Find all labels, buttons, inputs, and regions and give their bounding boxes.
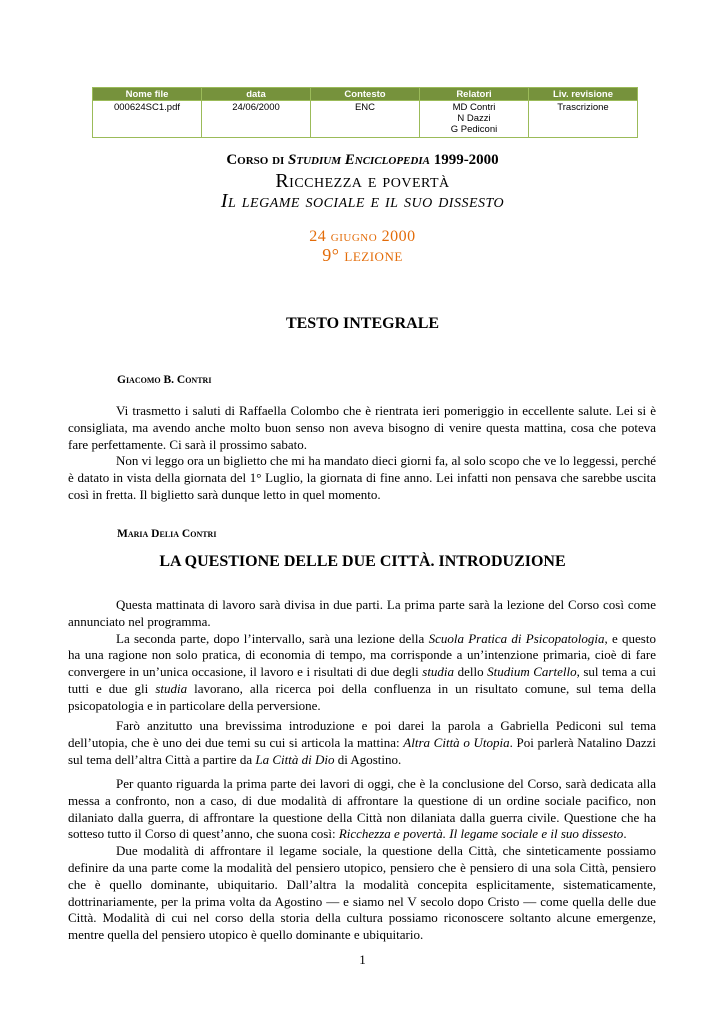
speaker-name-heading: Maria Delia Contri <box>117 528 217 540</box>
cell-file: 000624SC1.pdf <box>93 101 202 138</box>
paragraph: Questa mattinata di lavoro sarà divisa in due parti. La prima parte sarà la lezione del Corso così come annunciato nel programma. <box>68 597 656 629</box>
paragraph: Per quanto riguarda la prima parte dei lavori di oggi, che è la conclusione del Corso, sarà dedicata alla messa a confronto, non a caso, di due modalità di affrontare la questione di un ordine sociale pacifico, non dilaniato dalla guerra, di affrontare la questione della Città non dilaniata dalla guerra civile. Questione che ha sotteso tutto il Corso di quest’anno, che suona così: Ricchezza e povertà. Il legame sociale e il suo dissesto. <box>68 776 656 842</box>
speaker-name: MD Contri <box>452 102 496 113</box>
cell-revision: Trascrizione <box>529 101 638 138</box>
speaker-name: G Pediconi <box>450 124 498 135</box>
speaker-name-heading: Giacomo B. Contri <box>117 374 212 386</box>
section-text-3 <box>68 776 656 944</box>
title-line-2: Il legame sociale e il suo dissesto <box>220 190 505 212</box>
section-intro-text <box>68 597 656 715</box>
col-header-file: Nome file <box>93 88 202 101</box>
col-header-context: Contesto <box>311 88 420 101</box>
paragraph: La seconda parte, dopo l’intervallo, sarà una lezione della Scuola Pratica di Psicopatologia, e questo ha una ragione non solo pratica, di economia di tempo, ma corrisponde a un’intenzione primaria, cioè di fare convergere in un’unica occasione, il lavoro e i risultati di due degli studia dello Studium Cartello, sul tema a cui tutti e due gli studia lavorano, alla ricerca poi della confluenza in un risultato comune, sul tema della psicopatologia e in particolare della perversione. <box>68 630 656 713</box>
course-line <box>0 152 725 169</box>
date-line: 24 giugno 2000 <box>309 228 416 245</box>
col-header-speakers: Relatori <box>420 88 529 101</box>
section-title: LA QUESTIONE DELLE DUE CITTÀ. INTRODUZIONE <box>159 553 566 570</box>
course-name: Studium Enciclopedia <box>288 152 430 168</box>
course-prefix: Corso di <box>226 152 285 168</box>
metadata-row <box>93 101 638 138</box>
paragraph: Non vi leggo ora un biglietto che mi ha mandato dieci giorni fa, al solo scopo che ve lo leggessi, perché è datato in vista della giornata del 1° Luglio, la giornata di fine anno. Lei infatti non pensava che sarebbe uscita così in fretta. Il biglietto sarà dunque letto in quel momento. <box>68 453 656 502</box>
cell-context: ENC <box>311 101 420 138</box>
title-line-1: Ricchezza e povertà <box>275 170 450 192</box>
paragraph: Due modalità di affrontare il legame sociale, la questione della Città, che sinteticamente possiamo definire da una parte come la modalità del pensiero utopico, pensiero che è pensiero di una sola Città, pensiero che è quello dominante, ubiquitario. Dall’altra la modalità concepita esplicitamente, sistematicamente, dottrinariamente, per la prima volta da Agostino — e siamo nel V secolo dopo Cristo — come quella delle due Città. Modalità di cui nel corso della storia della cultura possiamo riconoscere soltanto alcune emergenze, mentre quella del pensiero utopico è quello dominante e ubiquitario. <box>68 843 656 943</box>
metadata-header-row <box>93 88 638 101</box>
cell-speakers <box>420 101 529 138</box>
testo-heading: TESTO INTEGRALE <box>285 315 440 332</box>
speaker1-text <box>68 403 656 504</box>
page-number: 1 <box>359 952 366 967</box>
col-header-revision: Liv. revisione <box>529 88 638 101</box>
paragraph: Vi trasmetto i saluti di Raffaella Colombo che è rientrata ieri pomeriggio in eccellente salute. Lei si è consigliata, ma avendo anche molto buon senso non aveva bisogno di venire questa mattina, cosa che poteva fare perfettamente. Ci sarà il prossimo sabato. <box>68 403 656 452</box>
section-text-2 <box>68 718 656 768</box>
paragraph: Farò anzitutto una brevissima introduzione e poi darei la parola a Gabriella Pediconi sul tema dell’utopia, che è uno dei due temi su cui si articola la mattina: Altra Città o Utopia. Poi parlerà Natalino Dazzi sul tema dell’altra Città a partire da La Città di Dio di Agostino. <box>68 718 657 767</box>
lesson-line: 9° lezione <box>322 245 403 265</box>
col-header-date: data <box>202 88 311 101</box>
speaker-name: N Dazzi <box>457 113 491 124</box>
course-years: 1999-2000 <box>433 152 499 168</box>
metadata-table <box>92 87 638 138</box>
cell-date: 24/06/2000 <box>202 101 311 138</box>
